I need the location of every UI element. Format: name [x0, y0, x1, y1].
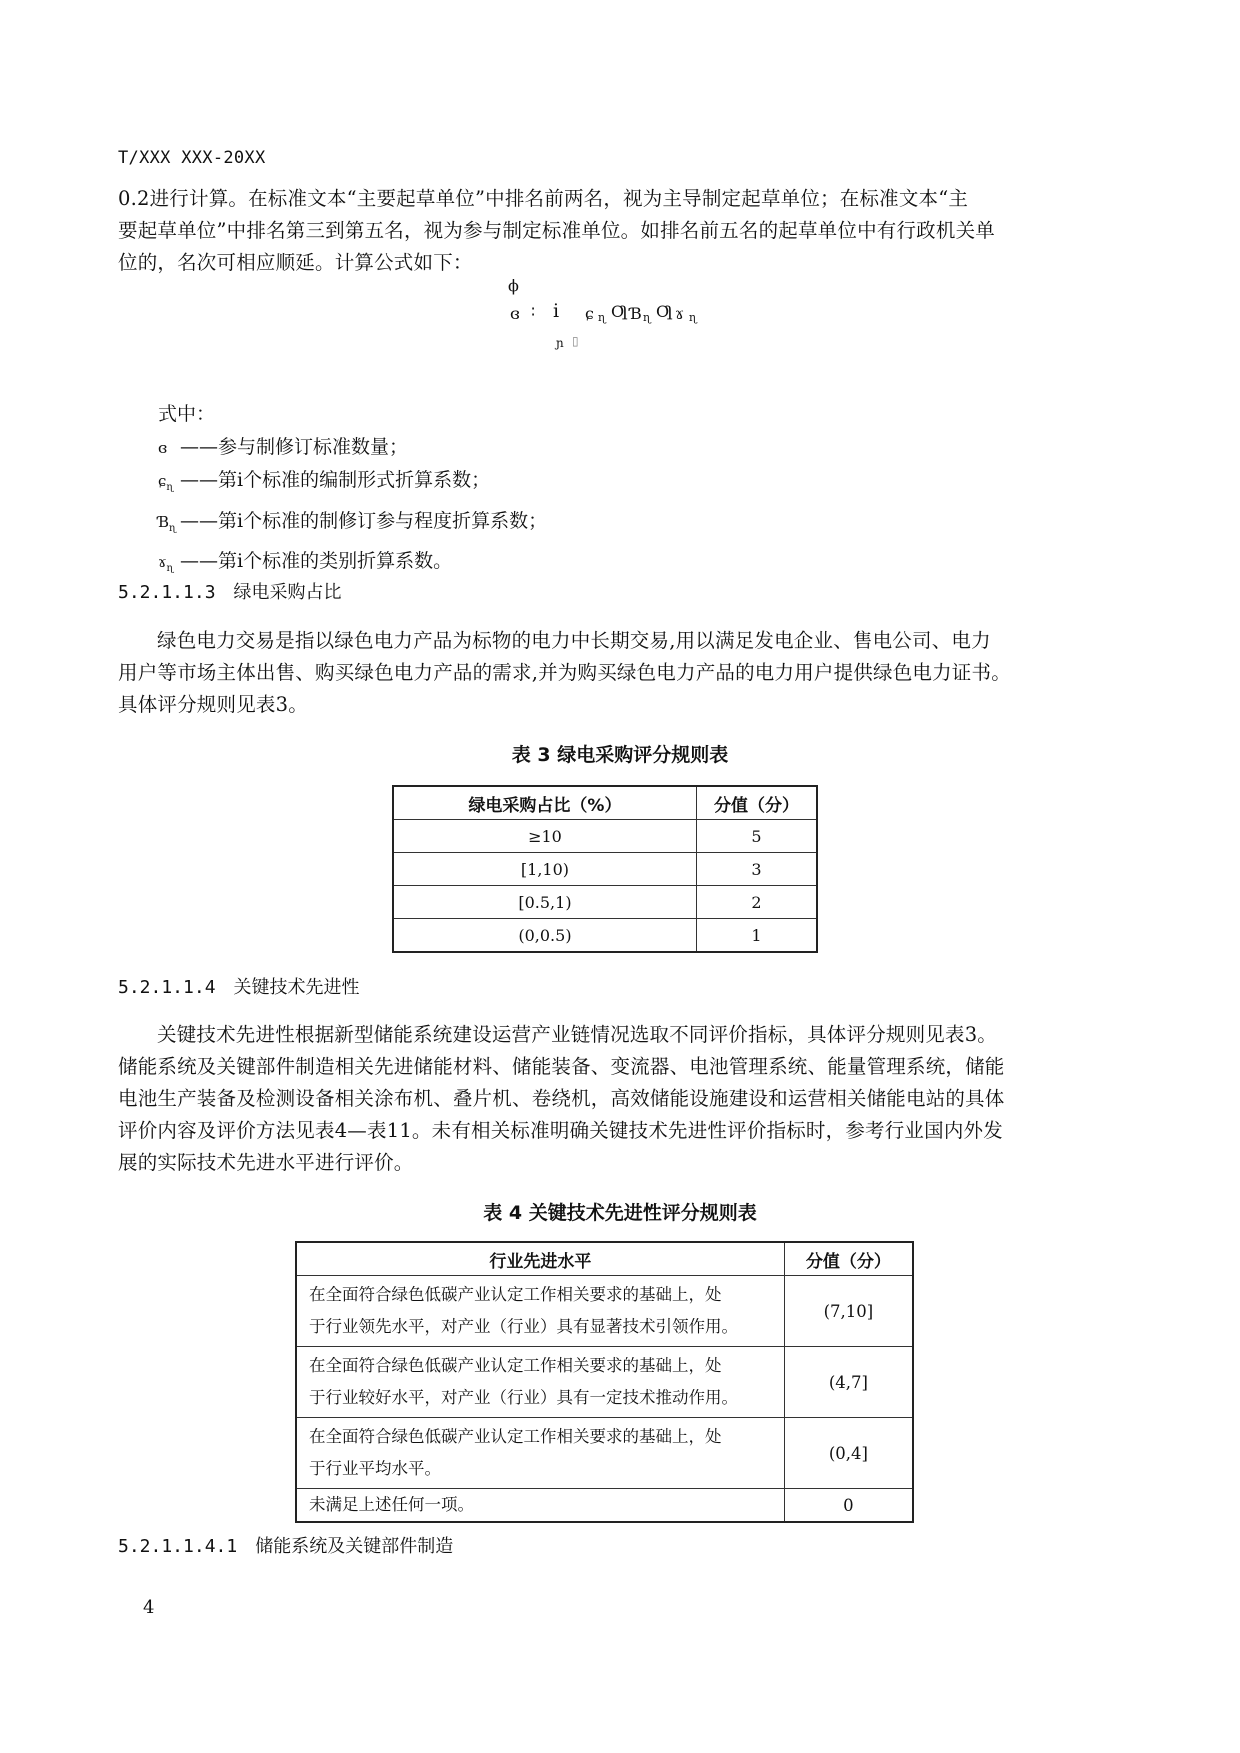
- definition-symbol: ɞ: [158, 438, 168, 457]
- definition-symbol: $Ɓ_ɳ$: [158, 512, 176, 534]
- level-cell: 在全面符合绿色低碳产业认定工作相关要求的基础上，处 于行业领先水平，对产业（行业）具有显著技术引领作用。: [296, 1276, 784, 1347]
- score-cell: (4,7]: [784, 1347, 913, 1418]
- score-cell: (7,10]: [784, 1276, 913, 1347]
- table-header-row: [393, 786, 817, 820]
- section-number: 5.2.1.1.3: [118, 582, 216, 603]
- definition-item: [158, 464, 547, 505]
- section-heading-green-power: [118, 578, 342, 604]
- range-cell: [1,10): [393, 853, 696, 886]
- range-cell: [0.5,1): [393, 886, 696, 919]
- formula-operator2: Ƣ: [656, 302, 673, 321]
- formula-term1: ɕ: [585, 304, 594, 323]
- score-cell: 5: [696, 820, 817, 853]
- formula-sub2: ɳ: [643, 311, 651, 324]
- key-technology-paragraph: 关键技术先进性根据新型储能系统建设运营产业链情况选取不同评价指标，具体评分规则见表3。 储能系统及关键部件制造相关先进储能材料、储能装备、变流器、电池管理系统、能量管理系统，储能 电池生产装备及检测设备相关涂布机、叠片机、卷绕机，高效储能设施建设和运营相关储能电站的具体 评价内容及评价方法见表4—表11。未有相关标准明确关键技术先进性评价指标时，参考行业国内外发 展的实际技术先进水平进行评价。: [118, 1023, 1005, 1174]
- page-number: 4: [143, 1597, 155, 1618]
- score-cell: 2: [696, 886, 817, 919]
- table-row: [296, 1418, 913, 1489]
- table-row: [296, 1276, 913, 1347]
- section-heading-storage-manufacturing: [118, 1532, 453, 1558]
- definition-text: ——参与制修订标准数量；: [180, 435, 409, 458]
- table-row: [393, 853, 817, 886]
- formula-term3: ɤ: [675, 304, 685, 323]
- range-cell: ≥10: [393, 820, 696, 853]
- section-heading-key-technology: [118, 973, 360, 999]
- definitions-intro: 式中：: [158, 403, 216, 425]
- table-row: [296, 1347, 913, 1418]
- section-title: 储能系统及关键部件制造: [255, 1536, 454, 1557]
- table-row: [393, 886, 817, 919]
- column-header: 绿电采购占比（%）: [393, 786, 696, 820]
- section-number: 5.2.1.1.4: [118, 977, 216, 998]
- formula-lower-limit: ɲ: [556, 336, 564, 350]
- formula-term2: Ɓ: [630, 304, 642, 323]
- definition-symbol: ɕ$_ɳ$: [158, 472, 174, 493]
- definition-text: ——第i个标准的编制形式折算系数；: [180, 469, 491, 491]
- section-title: 关键技术先进性: [233, 977, 360, 998]
- table3-caption: 表 3 绿电采购评分规则表: [511, 744, 729, 766]
- symbol-definitions: [158, 398, 547, 586]
- score-cell: 1: [696, 919, 817, 953]
- definition-text: ——第i个标准的类别折算系数。: [180, 550, 453, 572]
- definition-symbol: ɤ$_ɳ$: [158, 553, 174, 574]
- intro-line: 要起草单位”中排名第三到第五名，视为参与制定标准单位。如排名前五名的起草单位中有行政机关单: [118, 219, 995, 242]
- column-header: 分值（分）: [696, 786, 817, 820]
- table-header-row: [296, 1242, 913, 1276]
- definition-text: ——第i个标准的制修订参与程度折算系数；: [180, 509, 548, 532]
- formula-colon: ∶: [531, 302, 536, 321]
- formula-sub3: ɳ: [689, 311, 697, 324]
- key-technology-score-table: [295, 1241, 914, 1523]
- column-header: 行业先进水平: [296, 1242, 784, 1276]
- section-number: 5.2.1.1.4.1: [118, 1536, 238, 1557]
- table-row: [393, 820, 817, 853]
- formula-lower-limit-box: ▯: [572, 334, 579, 348]
- level-cell: 在全面符合绿色低碳产业认定工作相关要求的基础上，处 于行业平均水平。: [296, 1418, 784, 1489]
- formula-sum: i: [553, 300, 560, 322]
- level-cell: 在全面符合绿色低碳产业认定工作相关要求的基础上，处 于行业较好水平，对产业（行业）具有一定技术推动作用。: [296, 1347, 784, 1418]
- definition-item: [158, 431, 547, 465]
- score-cell: (0,4]: [784, 1418, 913, 1489]
- formula-sub1: ɳ: [598, 311, 606, 324]
- level-cell: 未满足上述任何一项。: [296, 1489, 784, 1523]
- formula-operator1: Ƣ: [611, 302, 628, 321]
- document-code: T/XXX XXX-20XX: [118, 148, 266, 168]
- intro-line: 0.2进行计算。在标准文本“主要起草单位”中排名前两名，视为主导制定起草单位；在标准文本“主: [118, 187, 969, 210]
- calculation-formula: [0, 276, 1240, 390]
- range-cell: (0,0.5): [393, 919, 696, 953]
- green-power-score-table: [392, 785, 818, 953]
- formula-lhs: ɞ: [510, 304, 520, 323]
- definition-item: [158, 505, 547, 546]
- column-header: 分值（分）: [784, 1242, 913, 1276]
- score-cell: 0: [784, 1489, 913, 1523]
- table4-caption: 表 4 关键技术先进性评分规则表: [483, 1202, 757, 1224]
- intro-paragraph: [118, 183, 1098, 279]
- score-cell: 3: [696, 853, 817, 886]
- intro-line: 位的，名次可相应顺延。计算公式如下：: [118, 251, 473, 274]
- section-title: 绿电采购占比: [233, 582, 342, 603]
- table-row: [296, 1489, 913, 1523]
- formula-upper-limit: ϕ: [508, 276, 519, 295]
- green-power-paragraph: 绿色电力交易是指以绿色电力产品为标物的电力中长期交易,用以满足发电企业、售电公司、电力 用户等市场主体出售、购买绿色电力产品的需求,并为购买绿色电力产品的电力用户提供绿色电力证书。 具体评分规则见表3。: [118, 629, 1011, 716]
- table-row: [393, 919, 817, 953]
